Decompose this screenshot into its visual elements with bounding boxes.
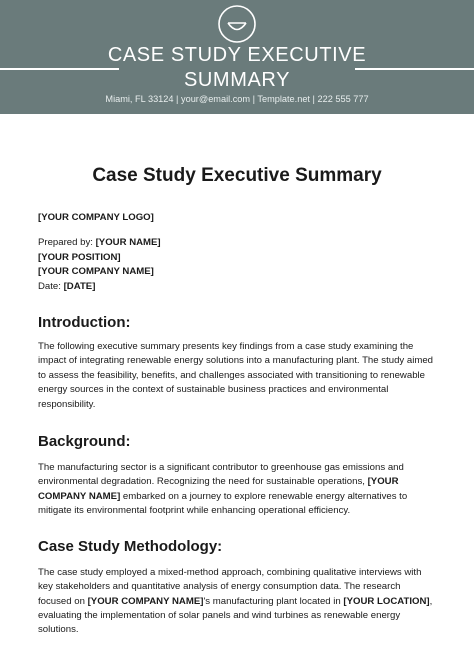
background-text-end: embarked on a journey to explore renewable energy alternatives to mitigate its environmental footprint while enhancing operational efficiency.: [38, 490, 408, 517]
company-name-line: [38, 265, 436, 279]
background-text: [38, 461, 436, 519]
company-name-value: [YOUR COMPANY NAME]: [38, 266, 154, 278]
header-title-line2: SUMMARY: [183, 69, 291, 91]
background-company-name: [YOUR COMPANY NAME]: [38, 476, 399, 502]
prepared-by-block: [38, 236, 436, 294]
document-title: Case Study Executive Summary: [92, 165, 382, 186]
date-value: [DATE]: [63, 280, 96, 292]
header-contact: Miami, FL 33124 | your@email.com | Template.net | 222 555 777: [105, 94, 369, 104]
document-body: [0, 164, 474, 638]
prepared-by-value: [YOUR NAME]: [95, 237, 161, 249]
methodology-text-middle: 's manufacturing plant located in: [203, 595, 344, 607]
position-value: [YOUR POSITION]: [38, 251, 121, 263]
methodology-text-start: The case study employed a mixed-method approach, combining qualitative interviews with key stakeholders and quantitative analysis of energy consumption data. The research focused on: [38, 566, 422, 607]
header-banner: [0, 0, 474, 114]
background-text-start: The manufacturing sector is a significant contributor to greenhouse gas emissions and environmental degradation. Recognizing the need for sustainable operations,: [38, 462, 404, 488]
methodology-text-end: , evaluating the implementation of solar panels and wind turbines as renewable energy solutions.: [38, 595, 433, 636]
methodology-company-name: [YOUR COMPANY NAME]: [87, 595, 204, 607]
date-label: Date:: [38, 280, 64, 292]
introduction-text: The following executive summary presents key findings from a case study examining the impact of integrating renewable energy solutions into a manufacturing plant. The study aimed to assess the feasibility, benefits, and challenges associated with transitioning to renewable energy sources in the context of sustainable business practices and environmental responsibility.: [38, 341, 433, 410]
prepared-by-label: Prepared by:: [38, 237, 96, 249]
bowl-icon: [216, 3, 258, 45]
header-title-line1: CASE STUDY EXECUTIVE: [107, 44, 367, 66]
methodology-text: [38, 566, 436, 638]
background-heading: Background:: [38, 433, 131, 451]
methodology-location: [YOUR LOCATION]: [343, 595, 430, 607]
prepared-by-line: [38, 236, 436, 250]
company-logo-placeholder: [YOUR COMPANY LOGO]: [38, 212, 154, 223]
introduction-heading: Introduction:: [38, 314, 131, 332]
date-line: [38, 280, 436, 294]
methodology-heading: Case Study Methodology:: [38, 537, 223, 555]
header-title: [0, 43, 474, 93]
position-line: [38, 251, 436, 265]
